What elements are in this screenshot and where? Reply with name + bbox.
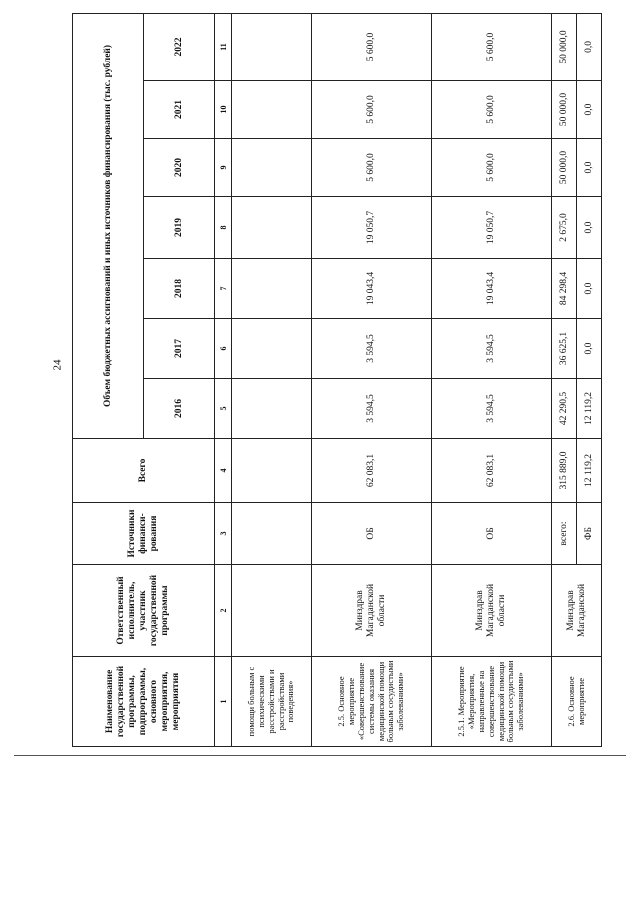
row-value (232, 319, 312, 379)
row-value: 0,0 (577, 197, 602, 259)
row-value: 5 600,0 (432, 81, 552, 139)
row-value: 0,0 (577, 259, 602, 319)
row-value (232, 379, 312, 439)
column-number: 2 (215, 565, 232, 657)
row-value: 0,0 (577, 319, 602, 379)
header-funding-group: Объем бюджетных ассигнований и иных источников финансирования (тыс. рублей) (73, 13, 144, 438)
header-row-1 (73, 13, 144, 746)
row-value: 19 043,4 (312, 259, 432, 319)
column-number: 4 (215, 439, 232, 503)
row-executor: Минздрав Магаданской области (312, 565, 432, 657)
row-total (232, 439, 312, 503)
row-executor: Минздрав Магаданской области (432, 565, 552, 657)
header-year: 2019 (144, 197, 215, 259)
column-number: 10 (215, 81, 232, 139)
row-source: ФБ (577, 503, 602, 565)
row-value: 5 600,0 (432, 13, 552, 80)
row-value (232, 13, 312, 80)
row-total: 62 083,1 (312, 439, 432, 503)
table-row (312, 13, 432, 746)
row-value: 19 050,7 (432, 197, 552, 259)
column-number-row (215, 13, 232, 746)
row-value: 3 594,5 (312, 319, 432, 379)
row-value: 50 000,0 (552, 13, 577, 80)
page-divider (14, 755, 626, 756)
row-value: 5 600,0 (312, 81, 432, 139)
header-year: 2016 (144, 379, 215, 439)
table-row (552, 13, 577, 746)
row-value (232, 259, 312, 319)
row-value (232, 197, 312, 259)
row-value: 0,0 (577, 13, 602, 80)
row-source (232, 503, 312, 565)
row-source: ОБ (432, 503, 552, 565)
row-value (232, 81, 312, 139)
row-name: 2.5.1. Мероприятие «Мероприятия, направленные на совершенствование медицинской помощи больным сосудистыми заболеваниями» (432, 657, 552, 747)
column-number: 1 (215, 657, 232, 747)
row-name: 2.6. Основное мероприятие (552, 657, 602, 747)
column-number: 7 (215, 259, 232, 319)
row-total: 62 083,1 (432, 439, 552, 503)
page-number: 24 (51, 359, 64, 371)
column-number: 9 (215, 139, 232, 197)
row-value: 0,0 (577, 81, 602, 139)
row-name: 2.5. Основное мероприятие «Совершенствование системы оказания медицинской помощи больным сосудистыми заболеваниями» (312, 657, 432, 747)
row-value: 12 119,2 (577, 379, 602, 439)
table-area (72, 14, 602, 747)
row-source: всего: (552, 503, 577, 565)
header-executor: Ответственный исполнитель, участник государственной программы (73, 565, 215, 657)
header-year: 2017 (144, 319, 215, 379)
column-number: 8 (215, 197, 232, 259)
row-value: 3 594,5 (432, 319, 552, 379)
header-year: 2021 (144, 81, 215, 139)
row-value: 3 594,5 (432, 379, 552, 439)
rotated-table-container (72, 14, 602, 747)
row-value: 2 675,0 (552, 197, 577, 259)
row-source: ОБ (312, 503, 432, 565)
row-executor: Минздрав Магаданской (552, 565, 602, 657)
row-value: 36 625,1 (552, 319, 577, 379)
row-total: 315 889,0 (552, 439, 577, 503)
row-value: 19 043,4 (432, 259, 552, 319)
column-number: 3 (215, 503, 232, 565)
funding-table (72, 13, 602, 747)
row-value: 5 600,0 (312, 139, 432, 197)
row-value: 5 600,0 (312, 13, 432, 80)
column-number: 11 (215, 13, 232, 80)
row-name: помощи больным с психическими расстройствами и расстройствами поведения» (232, 657, 312, 747)
row-value: 19 050,7 (312, 197, 432, 259)
row-value: 5 600,0 (432, 139, 552, 197)
row-value: 50 000,0 (552, 81, 577, 139)
row-value: 42 290,5 (552, 379, 577, 439)
header-year: 2018 (144, 259, 215, 319)
row-value: 3 594,5 (312, 379, 432, 439)
row-executor (232, 565, 312, 657)
row-total: 12 119,2 (577, 439, 602, 503)
column-number: 5 (215, 379, 232, 439)
row-value: 84 298,4 (552, 259, 577, 319)
header-total: Всего (73, 439, 215, 503)
column-number: 6 (215, 319, 232, 379)
header-source: Источники финанси-рования (73, 503, 215, 565)
header-year: 2020 (144, 139, 215, 197)
header-name: Наименование государственной программы, подпрограммы, основного мероприятия, мероприятия (73, 657, 215, 747)
row-value: 50 000,0 (552, 139, 577, 197)
row-value (232, 139, 312, 197)
table-row (432, 13, 552, 746)
row-value: 0,0 (577, 139, 602, 197)
header-year: 2022 (144, 13, 215, 80)
table-row (232, 13, 312, 746)
